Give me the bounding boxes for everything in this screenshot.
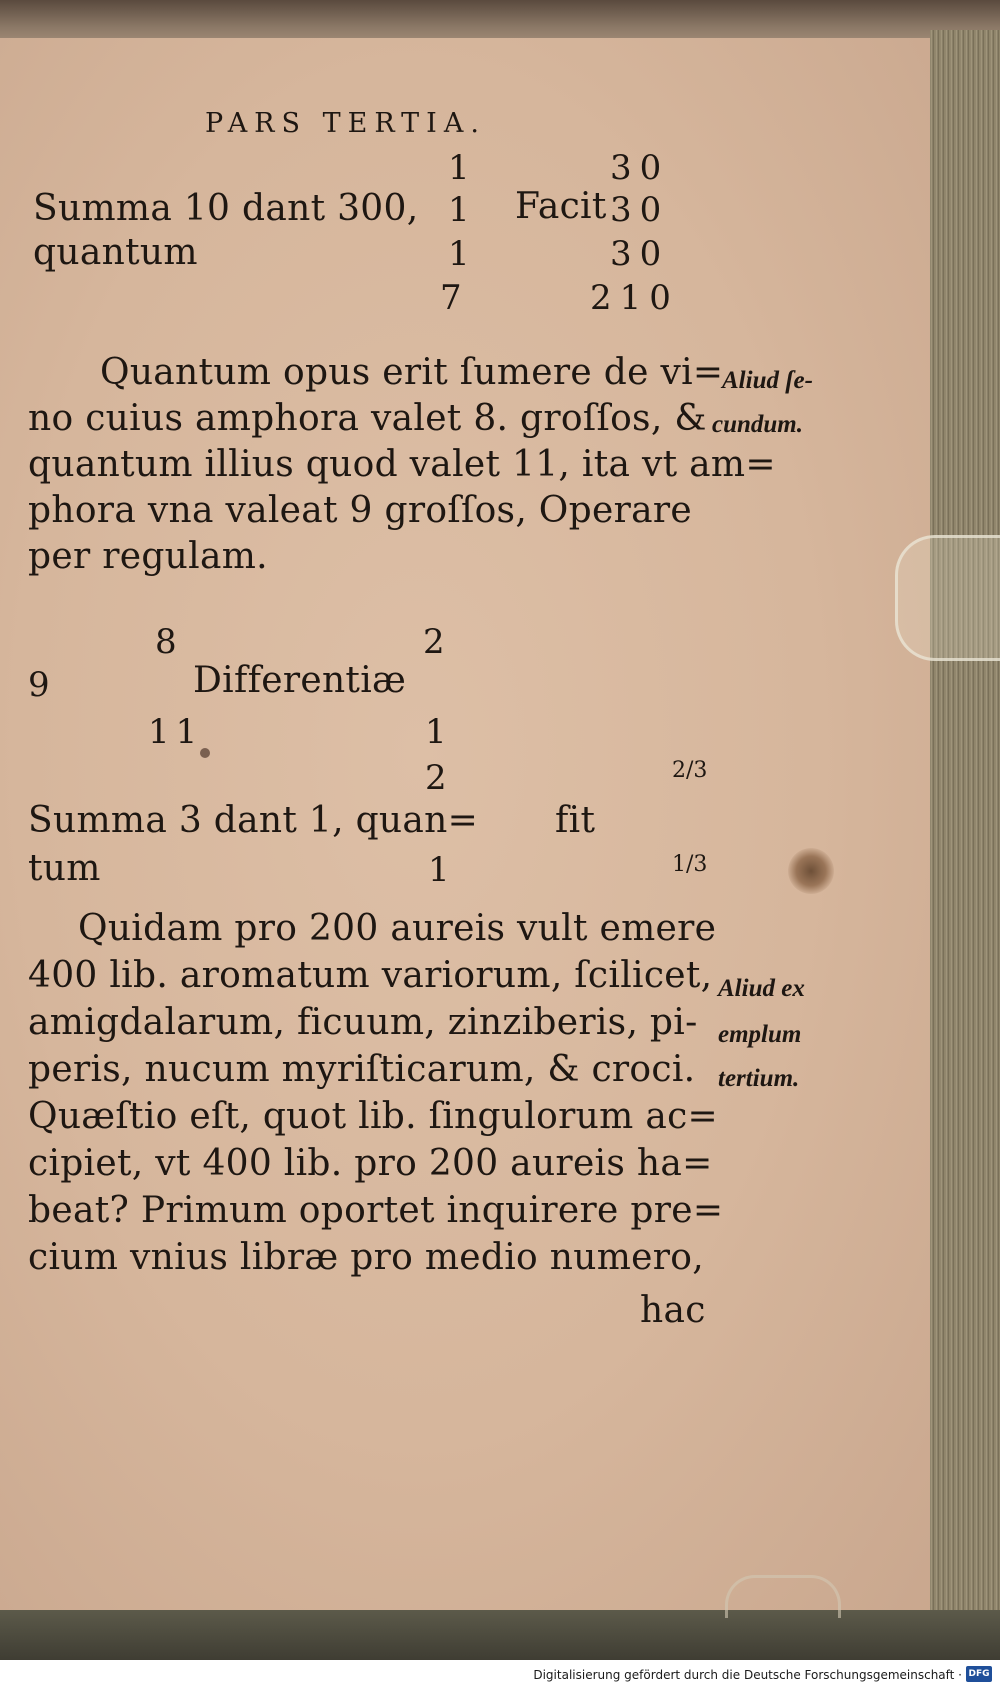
para2-line5: Quæſtio eſt, quot lib. ſingulorum ac= <box>28 1096 719 1137</box>
table1-col-a-4: 7 <box>440 278 462 318</box>
table1-col-a-1: 1 <box>448 148 470 188</box>
table1-facit: Facit <box>515 186 607 227</box>
margin-note-1-line1: Aliud ſe- <box>722 367 813 394</box>
para2-line3: amigdalarum, ficuum, zinziberis, pi- <box>28 1002 698 1043</box>
table2-label: Differentiæ <box>193 660 407 701</box>
table3-right-2: 1/3 <box>672 852 708 877</box>
para1-line3: quantum illius quod valet 11, ita vt am= <box>28 444 776 485</box>
table2-bottom-right: 1 <box>425 712 447 752</box>
table1-col-b-4: 210 <box>590 278 679 318</box>
para2-line4: peris, nucum myriſticarum, & croci. <box>28 1049 696 1090</box>
margin-note-2-line1: Aliud ex <box>718 975 805 1002</box>
margin-note-2-line3: tertium. <box>718 1065 800 1092</box>
para2-line1: Quidam pro 200 aureis vult emere <box>78 908 717 949</box>
table1-col-b-3: 30 <box>610 234 670 274</box>
para1-line1: Quantum opus erit ſumere de vi= <box>100 352 724 393</box>
para2-line6: cipiet, vt 400 lib. pro 200 aureis ha= <box>28 1143 713 1184</box>
table2-top-right: 2 <box>423 622 445 662</box>
running-title: PARS TERTIA. <box>205 108 486 139</box>
margin-note-2-line2: emplum <box>718 1021 802 1048</box>
table1-col-b-2: 30 <box>610 190 670 230</box>
table3-mid-2: 1 <box>428 850 450 890</box>
para1-line4: phora vna valeat 9 groſſos, Operare <box>28 490 692 531</box>
table1-col-a-2: 1 <box>448 190 470 230</box>
margin-note-1-line2: cundum. <box>712 411 804 438</box>
table3-left-line1: Summa 3 dant 1, quan= <box>28 800 479 841</box>
table1-col-b-1: 30 <box>610 148 670 188</box>
para1-line2: no cuius amphora valet 8. groſſos, & <box>28 398 707 439</box>
table3-mid-1: 2 <box>425 758 447 798</box>
para2-catchword: hac <box>640 1290 706 1331</box>
table2-left: 9 <box>28 665 50 705</box>
ink-stain <box>788 848 834 894</box>
table1-left-line1: Summa 10 dant 300, <box>33 188 419 229</box>
dfg-logo: DFG <box>966 1666 992 1682</box>
para1-line5: per regulam. <box>28 536 268 577</box>
book-bottom-edge <box>0 1610 1000 1660</box>
page-clip <box>895 535 1000 661</box>
footer-credit: Digitalisierung gefördert durch die Deutsche Forschungsgemeinschaft · <box>533 1668 962 1682</box>
para2-line7: beat? Primum oportet inquirere pre= <box>28 1190 724 1231</box>
table3-fit: fit <box>555 800 596 841</box>
table3-left-line2: tum <box>28 848 101 889</box>
table1-col-a-3: 1 <box>448 234 470 274</box>
table2-top-left: 8 <box>155 622 177 662</box>
book-fore-edge <box>930 30 1000 1610</box>
page-clip-bottom <box>725 1575 841 1618</box>
table1-left-line2: quantum <box>33 232 198 273</box>
table3-right-1: 2/3 <box>672 758 708 783</box>
table2-bottom-left: 11 <box>148 712 204 752</box>
para2-line8: cium vnius libræ pro medio numero, <box>28 1237 704 1278</box>
para2-line2: 400 lib. aromatum variorum, ſcilicet, <box>28 955 713 996</box>
